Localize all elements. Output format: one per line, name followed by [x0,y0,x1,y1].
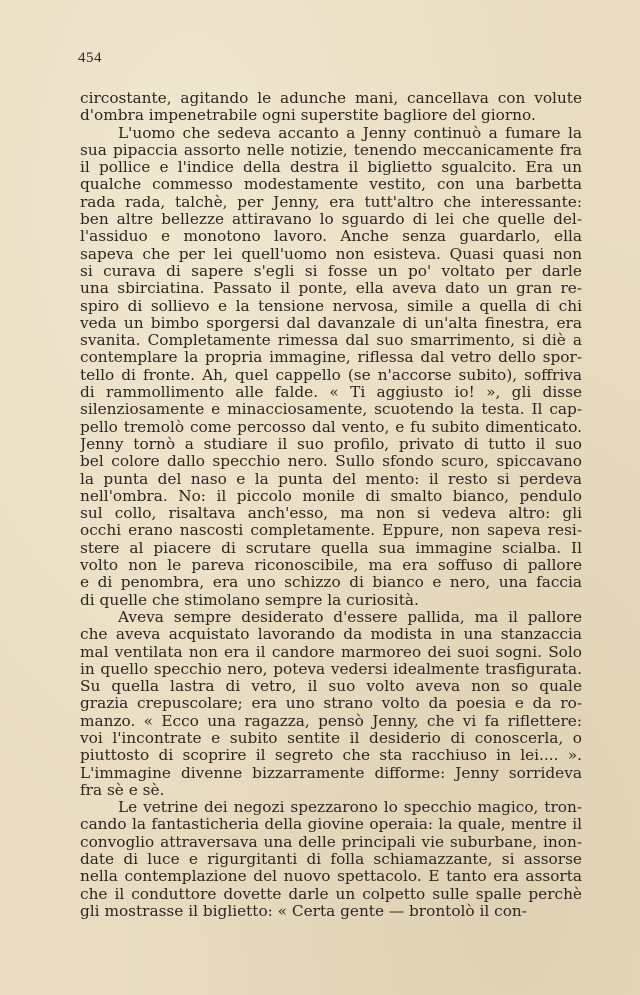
text-line: sua pipaccia assorto nelle notizie, tenendo meccanicamente fra [80,141,582,159]
text-line: Su quella lastra di vetro, il suo volto aveva non so quale [80,678,582,696]
body-text [80,90,582,920]
text-line: grazia crepuscolare; era uno strano volto da poesia e da ro- [80,695,582,713]
text-line: e di penombra, era uno schizzo di bianco e nero, una faccia [80,574,582,592]
text-line: Aveva sempre desiderato d'essere pallida, ma il pallore [118,608,582,626]
text-line: sapeva che per lei quell'uomo non esisteva. Quasi quasi non [80,245,582,263]
text-line: contemplare la propria immagine, riflessa dal vetro dello spor- [80,349,582,367]
text-line: l'assiduo e monotono lavoro. Anche senza guardarlo, ella [80,228,582,246]
text-line: nell'ombra. No: il piccolo monile di smalto bianco, pendulo [80,487,582,505]
text-line: piuttosto di scoprire il segreto che sta racchiuso in lei.... ». [80,747,582,765]
text-line: spiro di sollievo e la tensione nervosa, simile a quella di chi [80,297,582,315]
text-line: bel colore dallo specchio nero. Sullo sfondo scuro, spiccavano [80,453,582,471]
text-line: Jenny tornò a studiare il suo profilo, privato di tutto il suo [80,435,582,453]
text-line: gli mostrasse il biglietto: « Certa gente — brontolò il con- [80,902,527,920]
text-line: di quelle che stimolano sempre la curiosità. [80,591,419,609]
text-line: Le vetrine dei negozi spezzarono lo specchio magico, tron- [118,799,582,817]
text-line: d'ombra impenetrabile ogni superstite bagliore del giorno. [80,107,536,125]
text-line: ben altre bellezze attiravano lo sguardo di lei che quelle del- [80,211,582,229]
text-line: date di luce e rigurgitanti di folla schiamazzante, si assorse [80,851,582,869]
text-line: convoglio attraversava una delle principali vie suburbane, inon- [80,833,582,851]
text-line: mal ventilata non era il candore marmoreo dei suoi sogni. Solo [80,643,582,661]
text-line: in quello specchio nero, poteva vedersi idealmente trasfigurata. [80,660,582,678]
text-line: fra sè e sè. [80,781,165,799]
text-line: svanita. Completamente rimessa dal suo smarrimento, si diè a [80,332,582,350]
text-line: voi l'incontrate e subito sentite il desiderio di conoscerla, o [80,729,582,747]
text-line: veda un bimbo sporgersi dal davanzale di un'alta finestra, era [80,314,582,332]
text-line: qualche commesso modestamente vestito, con una barbetta [80,176,582,194]
paragraph [80,609,582,799]
text-line: pello tremolò come percosso dal vento, e fu subito dimenticato. [80,418,582,436]
text-line: di rammollimento alle falde. « Ti aggiusto io! », gli disse [80,384,582,402]
text-line: manzo. « Ecco una ragazza, pensò Jenny, che vi fa riflettere: [80,712,582,730]
text-line: circostante, agitando le adunche mani, cancellava con volute [80,90,582,107]
text-line: silenziosamente e minacciosamente, scuotendo la testa. Il cap- [80,401,582,419]
text-line: stere al piacere di scrutare quella sua immagine scialba. Il [80,539,582,557]
text-line: il pollice e l'indice della destra il biglietto sgualcito. Era un [80,159,582,177]
text-line: L'uomo che sedeva accanto a Jenny continuò a fumare la [118,124,582,142]
paragraph [80,799,582,920]
text-line: tello di fronte. Ah, quel cappello (se n'accorse subito), soffriva [80,366,582,384]
text-line: cando la fantasticheria della giovine operaia: la quale, mentre il [80,816,582,834]
text-line: L'immagine divenne bizzarramente difforme: Jenny sorrideva [80,764,582,782]
text-line: rada rada, talchè, per Jenny, era tutt'altro che interessante: [80,193,582,211]
paragraph [80,90,582,125]
page-number: 454 [78,50,102,66]
text-line: una sbirciatina. Passato il ponte, ella aveva dato un gran re- [80,280,582,298]
text-line: occhi erano nascosti completamente. Eppure, non sapeva resi- [80,522,582,540]
text-line: volto non le pareva riconoscibile, ma era soffuso di pallore [80,557,582,575]
text-line: la punta del naso e la punta del mento: il resto si perdeva [80,470,582,488]
text-line: si curava di sapere s'egli si fosse un po' voltato per darle [80,262,582,280]
text-line: sul collo, risaltava anch'esso, ma non si vedeva altro: gli [80,505,582,523]
text-line: che aveva acquistato lavorando da modista in una stanzaccia [80,626,582,644]
text-line: nella contemplazione del nuovo spettacolo. E tanto era assorta [80,868,582,886]
paragraph [80,125,582,609]
text-line: che il conduttore dovette darle un colpetto sulle spalle perchè [80,885,582,903]
